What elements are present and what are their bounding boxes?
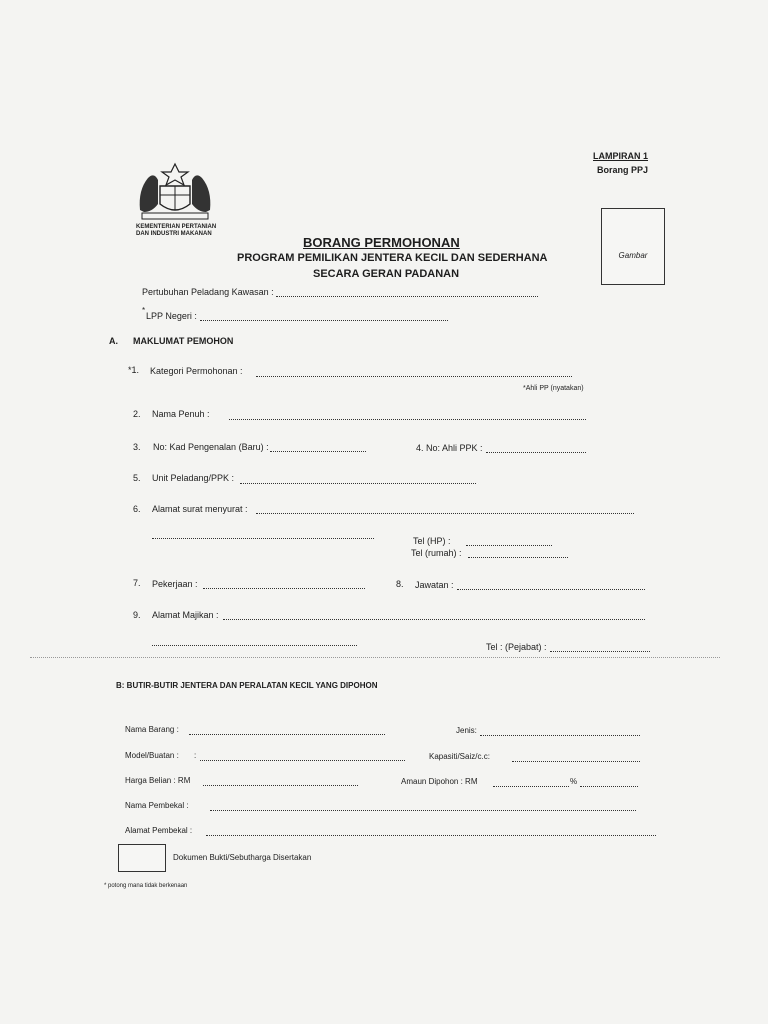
model-field[interactable]	[200, 760, 405, 761]
q9-field-line2[interactable]	[152, 645, 357, 646]
scan-artifact-line	[30, 657, 720, 658]
alamat-pembekal-field[interactable]	[206, 835, 656, 836]
pembekal-field[interactable]	[210, 810, 636, 811]
harga-label: Harga Belian : RM	[125, 776, 191, 785]
q7-label: Pekerjaan :	[152, 579, 198, 589]
percent-sign: %	[570, 777, 578, 786]
ministry-name-line1: KEMENTERIAN PERTANIAN	[136, 224, 217, 230]
page-subtitle-line1: PROGRAM PEMILIKAN JENTERA KECIL DAN SEDERHANA	[237, 252, 548, 264]
amaun-label: Amaun Dipohon : RM	[401, 777, 478, 786]
lpp-asterisk: *	[142, 306, 146, 315]
q7-field[interactable]	[203, 588, 365, 589]
q1-number: *1.	[128, 365, 140, 375]
tel-rumah-label: Tel (rumah) :	[411, 548, 462, 558]
lpp-label: LPP Negeri :	[146, 311, 197, 321]
q9-number: 9.	[133, 610, 141, 620]
q8-field[interactable]	[457, 589, 645, 590]
q3-field[interactable]	[270, 451, 366, 452]
q2-number: 2.	[133, 409, 141, 419]
footnote: * potong mana tidak berkenaan	[104, 883, 188, 889]
ministry-name-line2: DAN INDUSTRI MAKANAN	[136, 231, 212, 237]
amaun-percent-field[interactable]	[580, 786, 638, 787]
q1-label: Kategori Permohonan :	[150, 366, 243, 376]
pembekal-label: Nama Pembekal :	[125, 801, 189, 810]
q5-label: Unit Peladang/PPK :	[152, 473, 235, 483]
q5-number: 5.	[133, 473, 141, 483]
section-a-heading: MAKLUMAT PEMOHON	[133, 336, 234, 346]
q5-field[interactable]	[240, 483, 476, 484]
tel-hp-field[interactable]	[466, 545, 552, 546]
harga-field[interactable]	[203, 785, 358, 786]
q2-label: Nama Penuh :	[152, 409, 210, 419]
form-code: Borang PPJ	[597, 165, 649, 175]
q4-field[interactable]	[486, 452, 586, 453]
alamat-pembekal-label: Alamat Pembekal :	[125, 826, 193, 835]
q6-number: 6.	[133, 504, 141, 514]
dokumen-checkbox[interactable]	[118, 844, 166, 872]
model-colon: :	[194, 751, 197, 760]
pertubuhan-label: Pertubuhan Peladang Kawasan :	[142, 287, 274, 297]
photo-box	[601, 208, 665, 285]
dokumen-label: Dokumen Bukti/Sebutharga Disertakan	[173, 853, 312, 862]
model-label: Model/Buatan :	[125, 751, 179, 760]
pertubuhan-field[interactable]	[276, 296, 538, 297]
q1-note: *Ahli PP (nyatakan)	[523, 385, 584, 392]
tel-pejabat-label: Tel : (Pejabat) :	[486, 642, 547, 652]
photo-label: Gambar	[618, 251, 648, 260]
tel-rumah-field[interactable]	[468, 557, 568, 558]
q1-field[interactable]	[256, 376, 572, 377]
kapasiti-label: Kapasiti/Saiz/c.c:	[429, 752, 490, 761]
tel-hp-label: Tel (HP) :	[413, 536, 451, 546]
tel-pejabat-field[interactable]	[550, 651, 650, 652]
page-title: BORANG PERMOHONAN	[303, 235, 460, 250]
jenis-label: Jenis:	[456, 726, 477, 735]
q8-number: 8.	[396, 579, 404, 589]
q9-label: Alamat Majikan :	[152, 610, 219, 620]
page-subtitle-line2: SECARA GERAN PADANAN	[313, 268, 460, 280]
q6-label: Alamat surat menyurat :	[152, 504, 248, 514]
q9-field-line1[interactable]	[223, 619, 645, 620]
amaun-field[interactable]	[493, 786, 569, 787]
q6-field-line1[interactable]	[256, 513, 634, 514]
kapasiti-field[interactable]	[512, 761, 640, 762]
q7-number: 7.	[133, 578, 141, 588]
coat-of-arms-icon	[130, 160, 220, 222]
q3-label: No: Kad Pengenalan (Baru) :	[153, 442, 269, 452]
nama-barang-field[interactable]	[189, 734, 385, 735]
q4-label: 4. No: Ahli PPK :	[416, 443, 483, 453]
q2-field[interactable]	[229, 419, 586, 420]
lpp-field[interactable]	[200, 320, 448, 321]
q6-field-line2[interactable]	[152, 538, 374, 539]
nama-barang-label: Nama Barang :	[125, 725, 179, 734]
jenis-field[interactable]	[480, 735, 640, 736]
annex-label: LAMPIRAN 1	[593, 151, 649, 161]
q8-label: Jawatan :	[415, 580, 454, 590]
section-b-heading: B: BUTIR-BUTIR JENTERA DAN PERALATAN KECIL YANG DIPOHON	[116, 681, 378, 690]
q3-number: 3.	[133, 442, 141, 452]
section-a-letter: A.	[109, 336, 118, 346]
